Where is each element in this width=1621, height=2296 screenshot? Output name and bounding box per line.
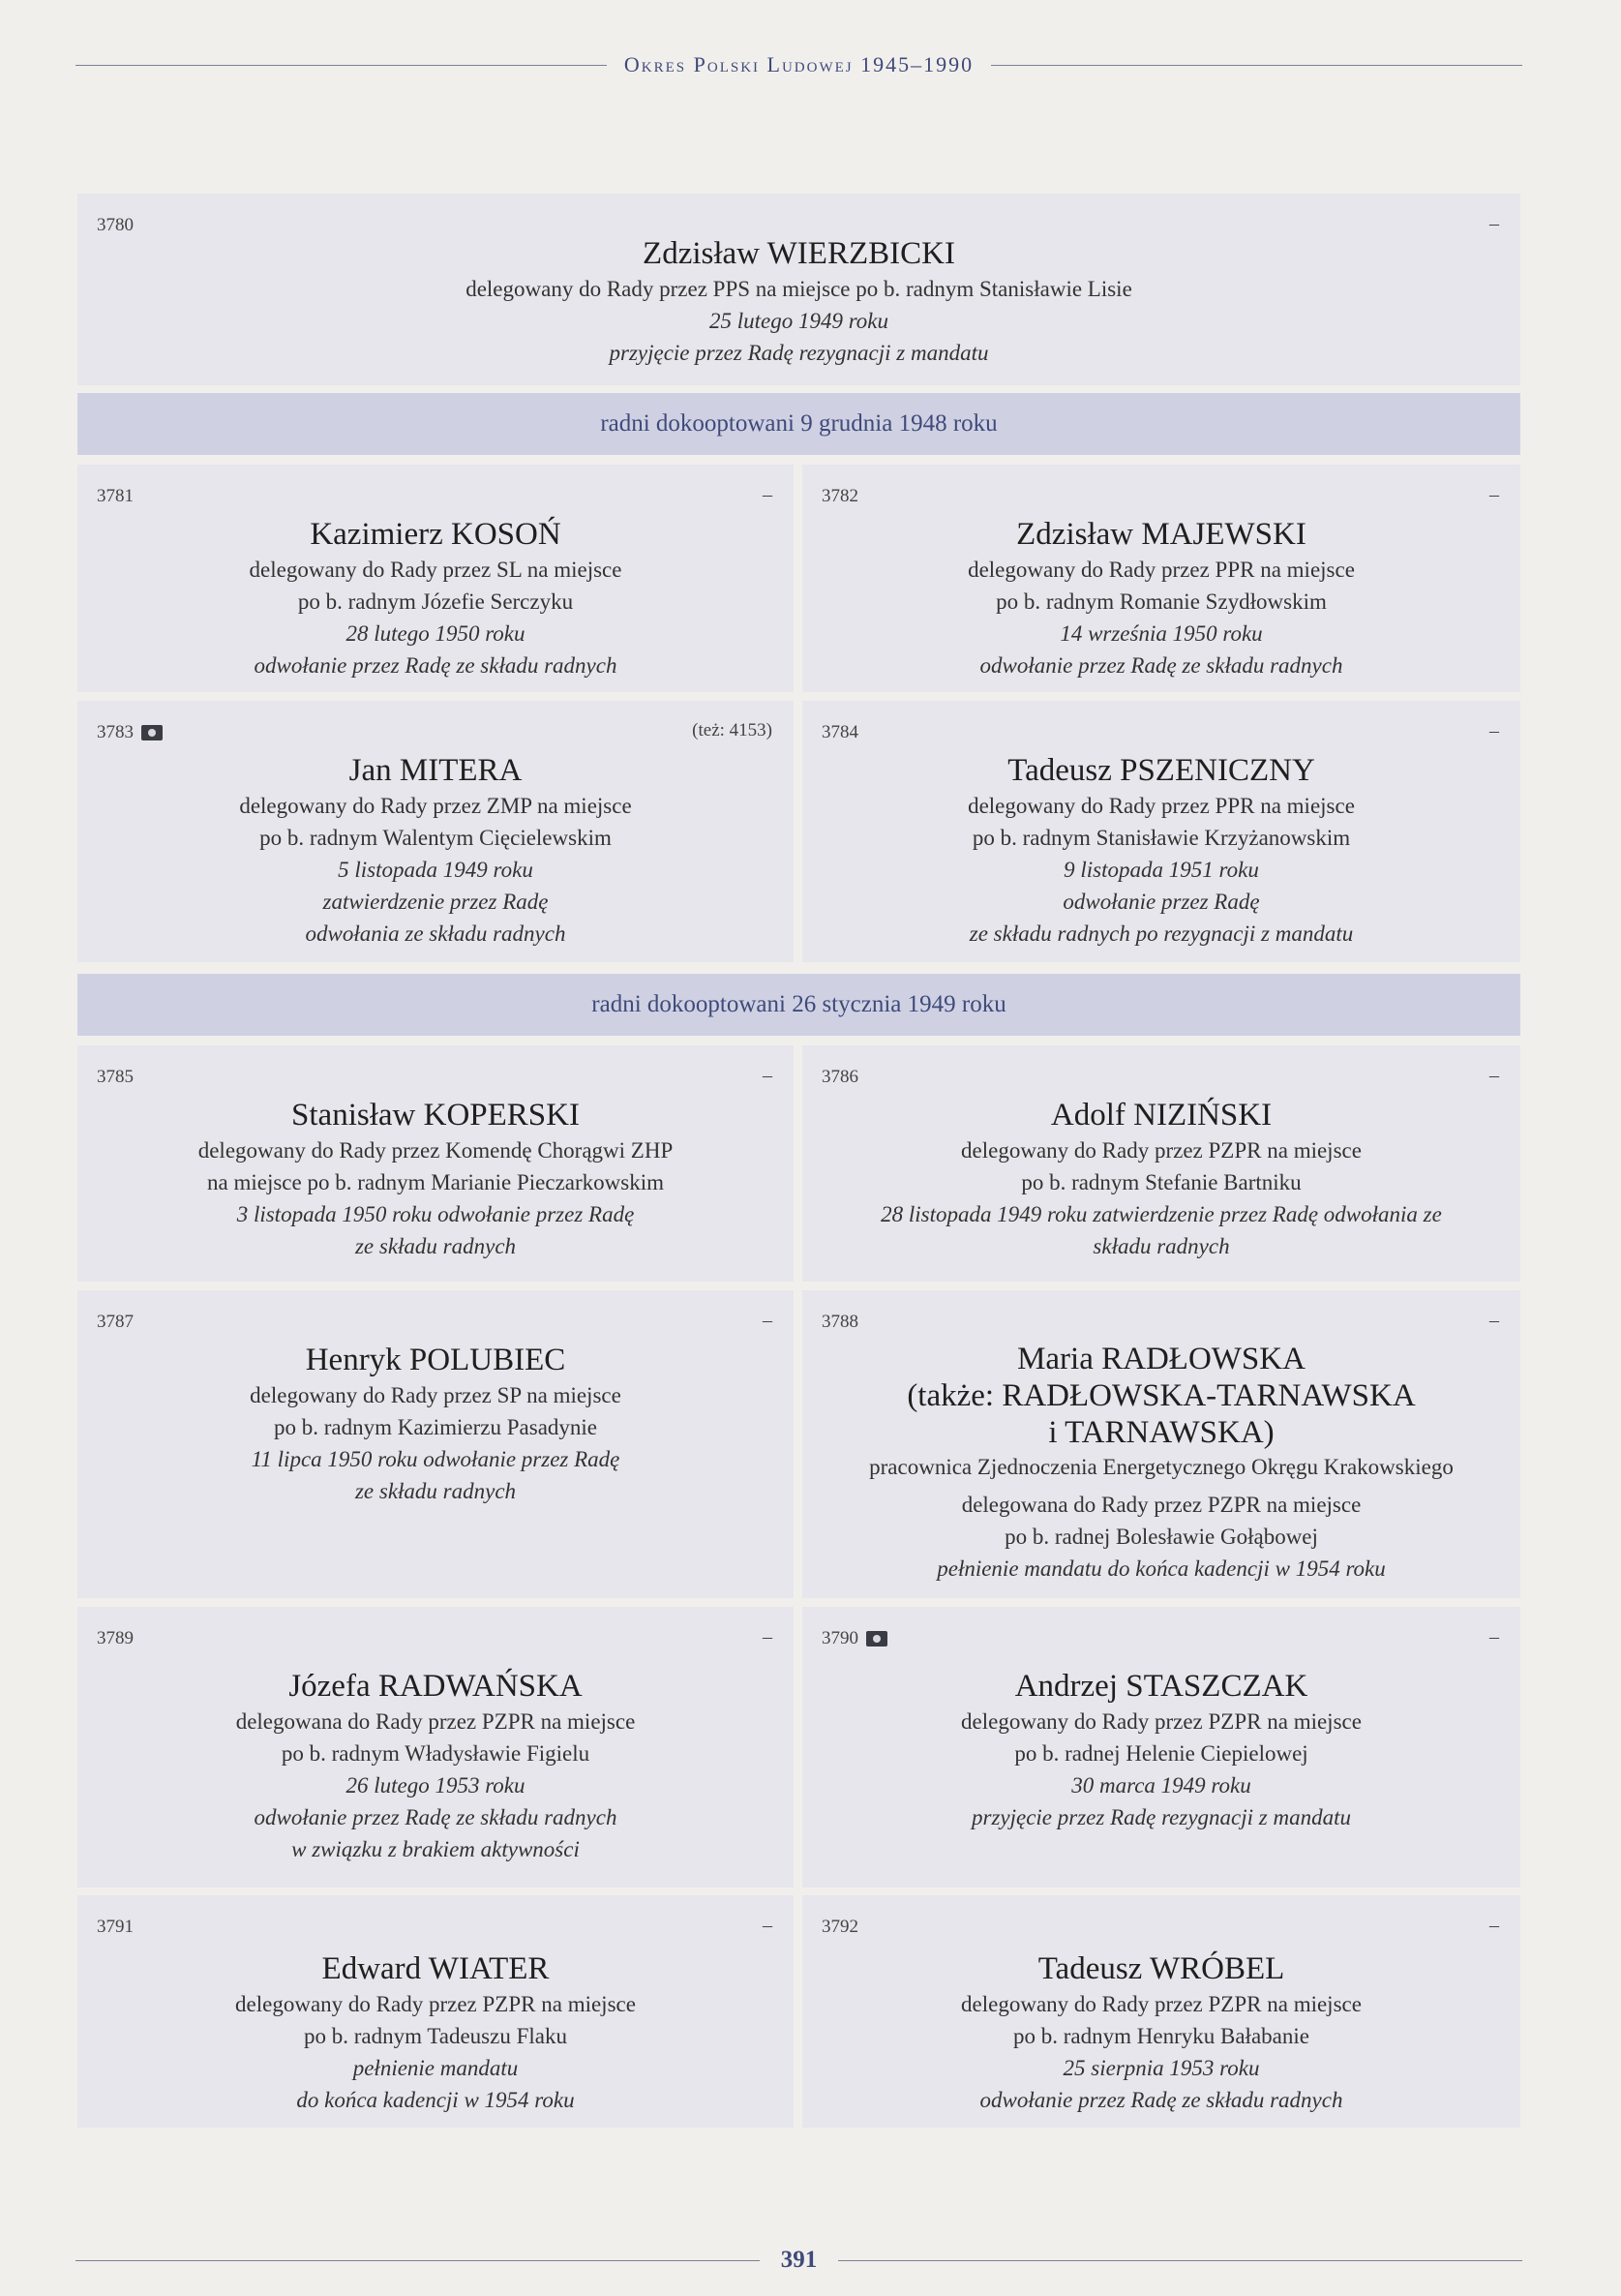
entry-number: 3792 xyxy=(822,1917,858,1937)
entry-3783 xyxy=(77,701,794,962)
entry-name: Tadeusz WRÓBEL xyxy=(1037,1951,1285,1986)
entry-note: odwołania ze składu radnych xyxy=(305,921,566,946)
running-title: Okres Polski Ludowej 1945–1990 xyxy=(623,52,975,76)
entry-number: 3786 xyxy=(822,1067,858,1087)
entry-line: delegowany do Rady przez SL na miejsce xyxy=(249,558,622,582)
entry-3784 xyxy=(802,701,1520,962)
entry-date: 28 listopada 1949 roku zatwierdzenie przez Radę odwołania ze xyxy=(881,1202,1442,1226)
entry-note: składu radnych xyxy=(1093,1234,1230,1258)
page-number: 391 xyxy=(780,2247,818,2273)
entry-date: 30 marca 1949 roku xyxy=(1071,1773,1251,1798)
entry-note: pełnienie mandatu do końca kadencji w 1954 roku xyxy=(937,1556,1386,1581)
entry-date: 26 lutego 1953 roku xyxy=(345,1773,525,1798)
entry-number: 3783 xyxy=(97,722,134,742)
entry-date: 3 listopada 1950 roku odwołanie przez Radę xyxy=(236,1202,635,1226)
entry-mark: – xyxy=(1489,720,1499,741)
entry-line: delegowana do Rady przez PZPR na miejsce xyxy=(235,1709,636,1734)
entry-mark: – xyxy=(763,1065,772,1086)
entry-line: po b. radnym Stefanie Bartniku xyxy=(1021,1170,1302,1194)
section-heading: radni dokooptowani 9 grudnia 1948 roku xyxy=(77,393,1520,455)
entry-3788 xyxy=(802,1290,1520,1598)
entry-mark: – xyxy=(1489,1915,1499,1936)
entry-number-wrap xyxy=(822,1628,887,1649)
entry-note: do końca kadencji w 1954 roku xyxy=(296,2088,575,2112)
entry-mark: – xyxy=(1489,213,1499,234)
entry-line: po b. radnym Tadeuszu Flaku xyxy=(303,2024,567,2048)
entry-note: pełnienie mandatu xyxy=(352,2056,519,2080)
entry-number: 3787 xyxy=(97,1312,134,1332)
entry-3782 xyxy=(802,465,1520,692)
entry-3789 xyxy=(77,1607,794,1888)
entry-alias: i TARNAWSKA) xyxy=(1048,1415,1275,1450)
entry-mark: – xyxy=(763,484,772,505)
entry-name: Stanisław KOPERSKI xyxy=(291,1098,580,1133)
entry-line: delegowany do Rady przez PZPR na miejsce xyxy=(961,1709,1362,1734)
entry-cross-ref: (też: 4153) xyxy=(692,720,772,740)
entry-number: 3789 xyxy=(97,1628,134,1648)
entry-line: delegowany do Rady przez PZPR na miejsce xyxy=(961,1138,1362,1163)
entry-line: pracownica Zjednoczenia Energetycznego Okręgu Krakowskiego xyxy=(869,1455,1454,1479)
entry-note: odwołanie przez Radę ze składu radnych xyxy=(979,653,1343,678)
entry-line: po b. radnym Józefie Serczyku xyxy=(297,589,574,614)
entry-name: Maria RADŁOWSKA xyxy=(1017,1342,1306,1376)
entry-mark: – xyxy=(1489,1626,1499,1647)
entry-name: Józefa RADWAŃSKA xyxy=(288,1669,583,1704)
entry-line: delegowany do Rady przez PPR na miejsce xyxy=(968,794,1355,818)
entry-number: 3780 xyxy=(97,215,134,235)
entry-line: delegowany do Rady przez PPR na miejsce xyxy=(968,558,1355,582)
entry-note: przyjęcie przez Radę rezygnacji z mandatu xyxy=(972,1805,1351,1829)
entry-name: Andrzej STASZCZAK xyxy=(1014,1669,1308,1704)
entry-note: ze składu radnych po rezygnacji z mandatu xyxy=(969,921,1354,946)
entry-date: 5 listopada 1949 roku xyxy=(338,858,533,882)
entry-name: Zdzisław MAJEWSKI xyxy=(1016,517,1306,552)
entry-note: zatwierdzenie przez Radę xyxy=(322,890,549,914)
entry-alias: (także: RADŁOWSKA-TARNAWSKA xyxy=(907,1378,1416,1413)
footer-rule-left xyxy=(75,2260,760,2261)
entry-3785 xyxy=(77,1045,794,1282)
entry-date: 14 września 1950 roku xyxy=(1060,621,1263,646)
entry-line: po b. radnej Bolesławie Gołąbowej xyxy=(1005,1525,1318,1549)
footer-rule-right xyxy=(838,2260,1522,2261)
entry-line: delegowany do Rady przez PZPR na miejsce xyxy=(961,1992,1362,2016)
page-footer xyxy=(75,2244,1522,2277)
running-head xyxy=(75,50,1522,79)
entry-line: na miejsce po b. radnym Marianie Pieczarkowskim xyxy=(207,1170,664,1194)
entry-3780 xyxy=(77,194,1520,385)
entry-line: po b. radnym Kazimierzu Pasadynie xyxy=(273,1415,598,1439)
entry-line: po b. radnym Stanisławie Krzyżanowskim xyxy=(972,826,1351,850)
entry-mark: – xyxy=(763,1310,772,1331)
entry-line: po b. radnym Walentym Cięcielewskim xyxy=(259,826,612,850)
camera-icon xyxy=(866,1631,887,1646)
entry-line: po b. radnym Władysławie Figielu xyxy=(281,1741,590,1766)
entry-name: Adolf NIZIŃSKI xyxy=(1050,1098,1273,1133)
entry-line: delegowany do Rady przez ZMP na miejsce xyxy=(239,794,632,818)
entry-note: w związku z brakiem aktywności xyxy=(291,1837,580,1861)
entry-note: odwołanie przez Radę xyxy=(1063,890,1260,914)
entry-3792 xyxy=(802,1895,1520,2128)
entry-3791 xyxy=(77,1895,794,2128)
entry-mark: – xyxy=(1489,1065,1499,1086)
entry-note: odwołanie przez Radę ze składu radnych xyxy=(254,653,617,678)
entry-mark: – xyxy=(763,1626,772,1647)
entry-note: ze składu radnych xyxy=(354,1479,517,1503)
entry-3786 xyxy=(802,1045,1520,1282)
entry-number: 3791 xyxy=(97,1917,134,1937)
entry-note: ze składu radnych xyxy=(354,1234,517,1258)
entry-mark: – xyxy=(1489,1310,1499,1331)
entry-name: Zdzisław WIERZBICKI xyxy=(643,236,955,271)
entry-number: 3785 xyxy=(97,1067,134,1087)
entry-line: po b. radnym Henryku Bałabanie xyxy=(1013,2024,1309,2048)
entry-line: po b. radnej Helenie Ciepielowej xyxy=(1014,1741,1308,1766)
entry-3787 xyxy=(77,1290,794,1598)
entry-number: 3781 xyxy=(97,486,134,506)
entry-3781 xyxy=(77,465,794,692)
camera-icon xyxy=(141,725,163,740)
entry-line: delegowana do Rady przez PZPR na miejsce xyxy=(961,1493,1362,1517)
entry-line: delegowany do Rady przez Komendę Chorągwi ZHP xyxy=(197,1138,674,1163)
entry-number: 3788 xyxy=(822,1312,858,1332)
entry-date: 28 lutego 1950 roku xyxy=(345,621,525,646)
entry-name: Edward WIATER xyxy=(321,1951,550,1986)
entry-note: odwołanie przez Radę ze składu radnych xyxy=(254,1805,617,1829)
entry-mark: – xyxy=(763,1915,772,1936)
entry-name: Jan MITERA xyxy=(348,753,523,788)
entry-name: Henryk POLUBIEC xyxy=(305,1343,566,1377)
entry-date: 25 lutego 1949 roku xyxy=(708,309,889,333)
entry-number-wrap xyxy=(97,722,163,743)
entry-name: Tadeusz PSZENICZNY xyxy=(1007,753,1315,788)
entry-line: delegowany do Rady przez SP na miejsce xyxy=(250,1383,621,1407)
header-rule-right xyxy=(991,65,1522,66)
entry-number: 3790 xyxy=(822,1628,858,1648)
entry-date: 9 listopada 1951 roku xyxy=(1064,858,1259,882)
entry-line: po b. radnym Romanie Szydłowskim xyxy=(996,589,1327,614)
entry-date: 11 lipca 1950 roku odwołanie przez Radę xyxy=(251,1447,620,1471)
entry-note: odwołanie przez Radę ze składu radnych xyxy=(979,2088,1343,2112)
entry-date: 25 sierpnia 1953 roku xyxy=(1063,2056,1260,2080)
entry-number: 3782 xyxy=(822,486,858,506)
entry-3790 xyxy=(802,1607,1520,1888)
entry-mark: – xyxy=(1489,484,1499,505)
entry-number: 3784 xyxy=(822,722,858,742)
header-rule-left xyxy=(75,65,607,66)
entry-line: delegowany do Rady przez PZPR na miejsce xyxy=(235,1992,636,2016)
entry-note: przyjęcie przez Radę rezygnacji z mandatu xyxy=(609,341,989,365)
section-heading: radni dokooptowani 26 stycznia 1949 roku xyxy=(77,974,1520,1036)
entry-name: Kazimierz KOSOŃ xyxy=(310,517,561,552)
entry-line: delegowany do Rady przez PPS na miejsce po b. radnym Stanisławie Lisie xyxy=(465,277,1132,301)
